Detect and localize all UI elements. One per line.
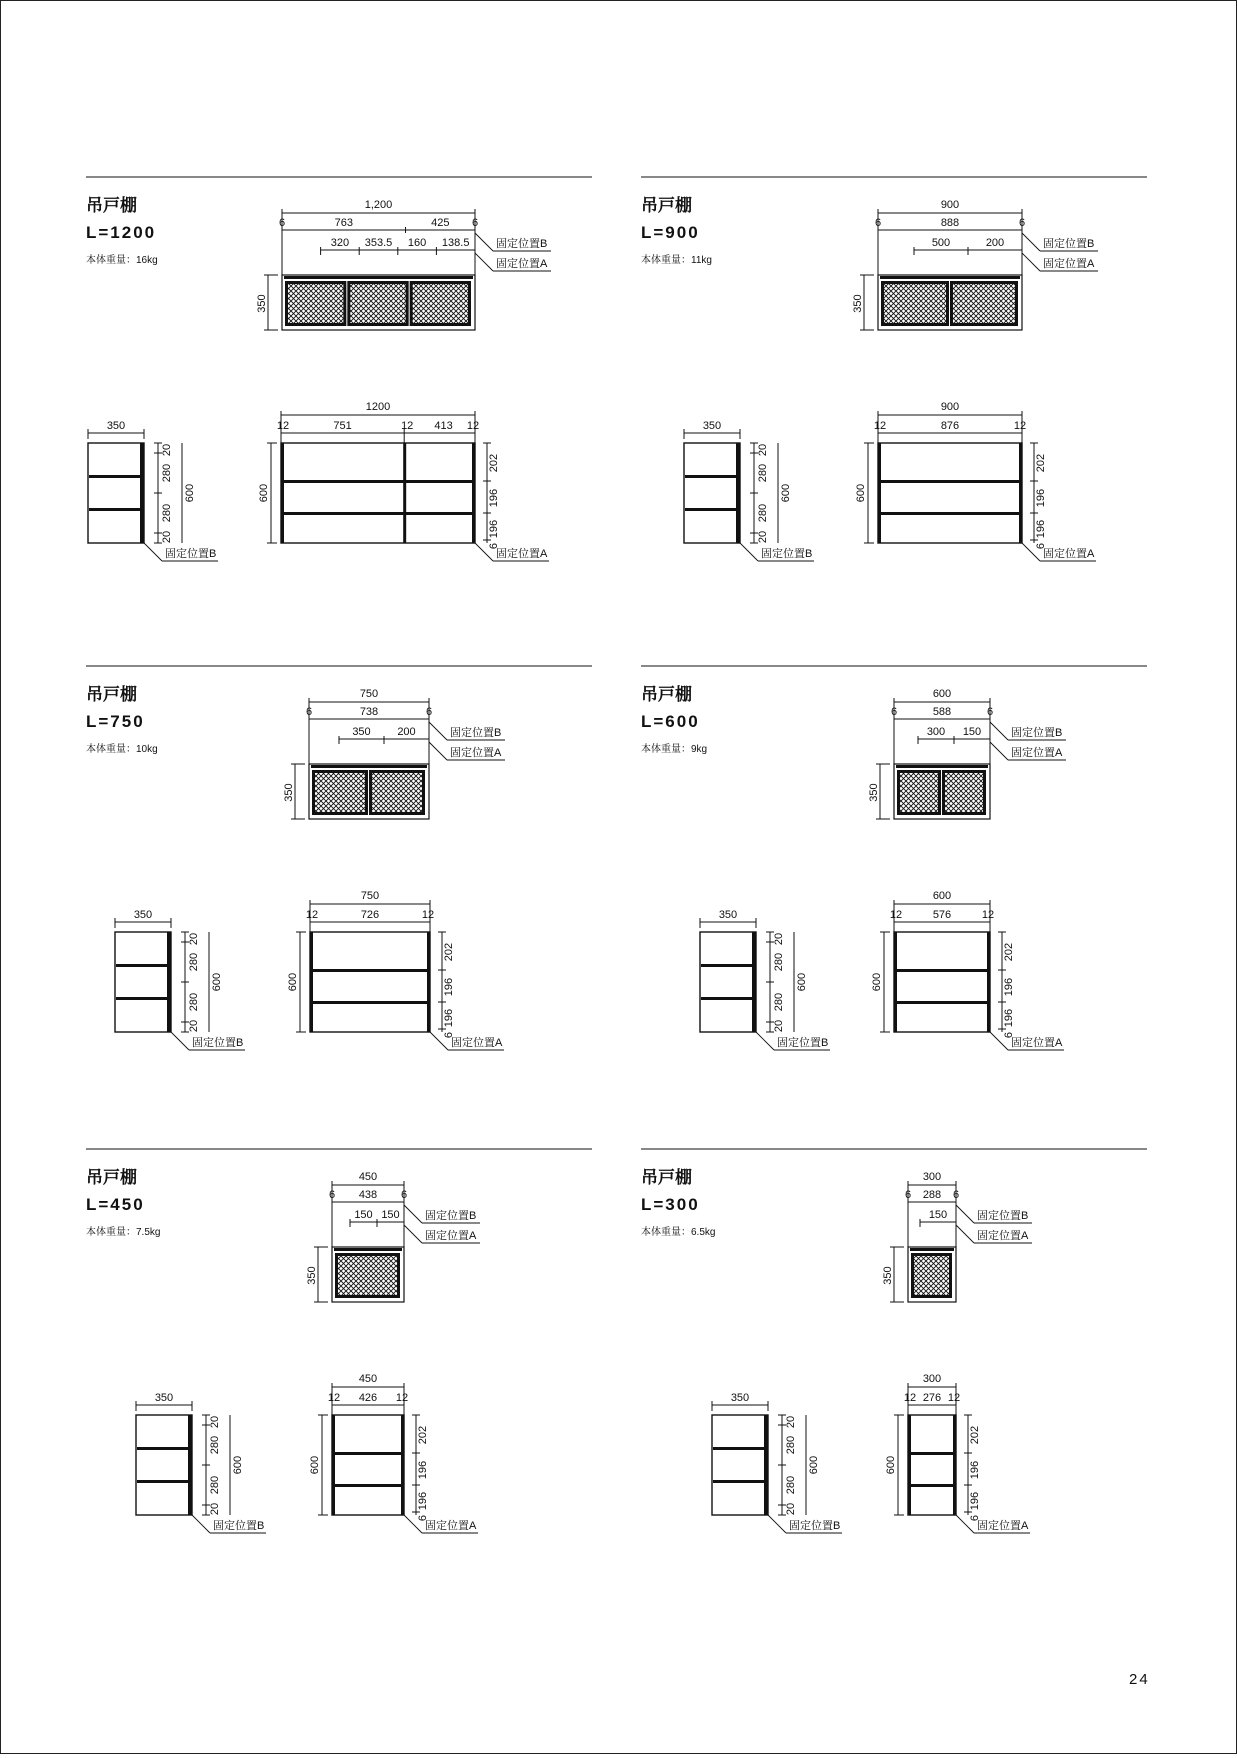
dimension-label: 288 bbox=[922, 1189, 942, 1201]
dimension-label: 12 bbox=[401, 420, 414, 432]
open-front-view bbox=[309, 1373, 478, 1533]
dimension-label: 350 bbox=[868, 783, 880, 802]
side-panel bbox=[987, 932, 990, 1032]
door-edge bbox=[167, 932, 171, 1032]
side-outline bbox=[88, 443, 144, 543]
product-title: 吊戸棚 bbox=[641, 685, 692, 704]
shelf-board bbox=[879, 480, 1021, 483]
carcass-outline bbox=[878, 443, 1022, 543]
product-model: L=750 bbox=[86, 712, 145, 731]
dimension-label: 600 bbox=[855, 483, 867, 503]
front-view bbox=[256, 199, 551, 330]
dimension-label: 751 bbox=[333, 420, 352, 432]
dimension-label: 425 bbox=[431, 217, 450, 229]
dimension-label: 6 bbox=[425, 706, 433, 718]
dimension-label: 280 bbox=[773, 992, 785, 1012]
dimension-label: 600 bbox=[184, 483, 196, 503]
mesh-door-panel bbox=[288, 284, 343, 323]
side-outline bbox=[712, 1415, 768, 1515]
product-weight: 本体重量：9kg bbox=[641, 744, 708, 755]
dimension-label: 20 bbox=[188, 932, 200, 946]
fix-position-a-label: 固定位置A bbox=[977, 1230, 1029, 1242]
mesh-door-panel bbox=[900, 773, 938, 812]
dimension-label: 280 bbox=[785, 1435, 797, 1455]
dimension-label: 12 bbox=[305, 909, 319, 921]
product-section bbox=[641, 666, 1147, 1050]
dimension-label: 12 bbox=[276, 420, 290, 432]
dimension-label: 196 bbox=[443, 977, 455, 997]
fix-position-a-label: 固定位置A bbox=[496, 258, 548, 270]
dimension-label: 12 bbox=[981, 909, 995, 921]
shelf-board bbox=[685, 475, 739, 478]
dimension-label: 280 bbox=[757, 463, 769, 483]
shelf-board bbox=[89, 475, 143, 478]
fix-position-b-label: 固定位置B bbox=[192, 1037, 244, 1049]
shelf-board bbox=[333, 1484, 403, 1487]
side-panel bbox=[908, 1415, 911, 1515]
dimension-label: 196 bbox=[969, 1460, 981, 1480]
dimension-label: 300 bbox=[926, 726, 946, 738]
dimension-label: 12 bbox=[395, 1392, 409, 1404]
dimension-label: 600 bbox=[287, 972, 299, 992]
shelf-board bbox=[895, 1001, 989, 1004]
side-outline bbox=[684, 443, 740, 543]
dimension-label: 350 bbox=[352, 726, 371, 738]
dimension-label: 20 bbox=[209, 1502, 221, 1516]
dimension-label: 600 bbox=[309, 1455, 321, 1475]
page-number: 24 bbox=[1129, 1671, 1150, 1688]
dimension-label: 202 bbox=[1035, 453, 1047, 473]
shelf-board bbox=[895, 969, 989, 972]
dimension-label: 888 bbox=[940, 217, 960, 229]
mesh-door-panel bbox=[338, 1256, 397, 1295]
product-model: L=1200 bbox=[86, 223, 157, 242]
product-section bbox=[86, 1149, 592, 1533]
side-panel bbox=[427, 932, 430, 1032]
dimension-label: 350 bbox=[718, 909, 738, 921]
dimension-label: 6 bbox=[417, 1514, 429, 1522]
fix-position-a-label: 固定位置A bbox=[1011, 747, 1063, 759]
shelf-board bbox=[909, 1452, 955, 1455]
dimension-label: 1,200 bbox=[364, 199, 393, 211]
dimension-label: 196 bbox=[1003, 977, 1015, 997]
dimension-label: 500 bbox=[931, 237, 951, 249]
front-view bbox=[306, 1171, 480, 1302]
dimension-label: 202 bbox=[969, 1425, 981, 1445]
shelf-board bbox=[116, 997, 170, 1000]
dimension-label: 280 bbox=[209, 1435, 221, 1455]
dimension-label: 202 bbox=[1003, 942, 1015, 962]
carcass-outline bbox=[894, 932, 990, 1032]
dimension-label: 196 bbox=[488, 519, 500, 539]
dimension-label: 280 bbox=[188, 992, 200, 1012]
dimension-label: 600 bbox=[932, 688, 952, 700]
dimension-label: 20 bbox=[785, 1502, 797, 1516]
fix-position-a-label: 固定位置A bbox=[1043, 548, 1095, 560]
dimension-label: 20 bbox=[161, 530, 173, 544]
shelf-board bbox=[282, 512, 474, 515]
dimension-label: 12 bbox=[873, 420, 887, 432]
fix-position-b-label: 固定位置B bbox=[425, 1210, 477, 1222]
side-outline bbox=[136, 1415, 192, 1515]
fix-position-b-label: 固定位置B bbox=[789, 1520, 841, 1532]
shelf-board bbox=[879, 512, 1021, 515]
fix-position-b-label: 固定位置B bbox=[1043, 238, 1095, 250]
side-view bbox=[700, 909, 830, 1050]
fix-position-b-label: 固定位置B bbox=[977, 1210, 1029, 1222]
shelf-board bbox=[137, 1480, 191, 1483]
dimension-label: 196 bbox=[443, 1008, 455, 1028]
product-weight: 本体重量：16kg bbox=[86, 255, 158, 266]
product-weight: 本体重量：6.5kg bbox=[641, 1227, 716, 1238]
dimension-label: 6 bbox=[890, 706, 898, 718]
carcass-outline bbox=[281, 443, 475, 543]
front-view bbox=[283, 688, 505, 819]
dimension-label: 150 bbox=[381, 1209, 400, 1221]
door-edge bbox=[140, 443, 144, 543]
fix-position-a-label: 固定位置A bbox=[1011, 1037, 1063, 1049]
dimension-label: 450 bbox=[358, 1373, 378, 1385]
fix-position-a-label: 固定位置A bbox=[451, 1037, 503, 1049]
dimension-label: 6 bbox=[305, 706, 313, 718]
dimension-label: 12 bbox=[903, 1392, 917, 1404]
fix-position-a-label: 固定位置A bbox=[977, 1520, 1029, 1532]
fix-position-a-label: 固定位置A bbox=[496, 548, 548, 560]
shelf-board bbox=[311, 1001, 429, 1004]
dimension-label: 280 bbox=[209, 1475, 221, 1495]
product-weight: 本体重量：11kg bbox=[641, 255, 712, 266]
dimension-label: 12 bbox=[1013, 420, 1027, 432]
dimension-label: 20 bbox=[757, 443, 769, 457]
dimension-label: 20 bbox=[209, 1415, 221, 1429]
dimension-label: 6 bbox=[471, 217, 479, 229]
dimension-label: 600 bbox=[232, 1455, 244, 1475]
dimension-label: 1200 bbox=[365, 401, 391, 413]
dimension-label: 413 bbox=[434, 420, 453, 432]
dimension-label: 350 bbox=[702, 420, 722, 432]
top-rail bbox=[334, 1248, 402, 1251]
dimension-label: 12 bbox=[421, 909, 435, 921]
top-rail bbox=[880, 276, 1020, 279]
open-front-view bbox=[885, 1373, 1030, 1533]
side-view bbox=[712, 1392, 842, 1533]
dimension-label: 876 bbox=[940, 420, 960, 432]
mesh-door-panel bbox=[884, 284, 946, 323]
dimension-label: 150 bbox=[354, 1209, 373, 1221]
side-panel bbox=[472, 443, 475, 543]
mesh-door-panel bbox=[315, 773, 365, 812]
fix-position-b-label: 固定位置B bbox=[165, 548, 217, 560]
mesh-door-panel bbox=[372, 773, 422, 812]
dimension-label: 350 bbox=[730, 1392, 750, 1404]
dimension-label: 280 bbox=[188, 952, 200, 972]
dimension-label: 6 bbox=[952, 1189, 960, 1201]
front-view bbox=[868, 688, 1066, 819]
shelf-board bbox=[685, 508, 739, 511]
dimension-label: 350 bbox=[106, 420, 126, 432]
dimension-label: 20 bbox=[757, 530, 769, 544]
dimension-label: 196 bbox=[417, 1491, 429, 1511]
side-outline bbox=[700, 932, 756, 1032]
dimension-label: 600 bbox=[780, 483, 792, 503]
dimension-label: 6 bbox=[969, 1514, 981, 1522]
dimension-label: 138.5 bbox=[441, 237, 470, 249]
side-panel bbox=[878, 443, 881, 543]
shelf-board bbox=[909, 1484, 955, 1487]
dimension-label: 900 bbox=[940, 199, 960, 211]
dimension-label: 6 bbox=[443, 1031, 455, 1039]
dimension-label: 726 bbox=[360, 909, 380, 921]
dimension-label: 738 bbox=[359, 706, 379, 718]
dimension-label: 150 bbox=[962, 726, 982, 738]
dimension-label: 350 bbox=[154, 1392, 174, 1404]
dimension-label: 12 bbox=[947, 1392, 961, 1404]
shelf-board bbox=[333, 1452, 403, 1455]
mesh-door-panel bbox=[350, 284, 405, 323]
product-model: L=900 bbox=[641, 223, 700, 242]
product-weight: 本体重量：7.5kg bbox=[86, 1227, 161, 1238]
product-section bbox=[86, 666, 592, 1050]
dimension-label: 196 bbox=[1035, 488, 1047, 508]
dimension-label: 6 bbox=[904, 1189, 912, 1201]
product-model: L=450 bbox=[86, 1195, 145, 1214]
open-front-view bbox=[871, 890, 1064, 1050]
product-title: 吊戸棚 bbox=[86, 1168, 137, 1187]
fix-position-b-label: 固定位置B bbox=[761, 548, 813, 560]
dimension-label: 280 bbox=[773, 952, 785, 972]
dimension-label: 6 bbox=[986, 706, 994, 718]
product-model: L=300 bbox=[641, 1195, 700, 1214]
product-title: 吊戸棚 bbox=[86, 685, 137, 704]
dimension-label: 350 bbox=[882, 1266, 894, 1285]
dimension-label: 200 bbox=[397, 726, 416, 738]
fix-position-b-label: 固定位置B bbox=[496, 238, 548, 250]
open-front-view bbox=[287, 890, 504, 1050]
dimension-label: 12 bbox=[327, 1392, 341, 1404]
mesh-door-panel bbox=[953, 284, 1015, 323]
carcass-outline bbox=[332, 1415, 404, 1515]
fix-position-b-label: 固定位置B bbox=[777, 1037, 829, 1049]
dimension-label: 196 bbox=[1003, 1008, 1015, 1028]
product-section bbox=[641, 177, 1147, 561]
open-front-view bbox=[258, 401, 549, 561]
dimension-label: 6 bbox=[1003, 1031, 1015, 1039]
dimension-label: 20 bbox=[785, 1415, 797, 1429]
side-view bbox=[115, 909, 245, 1050]
side-outline bbox=[115, 932, 171, 1032]
shelf-board bbox=[282, 480, 474, 483]
fix-position-a-label: 固定位置A bbox=[450, 747, 502, 759]
dimension-label: 276 bbox=[922, 1392, 942, 1404]
side-panel bbox=[894, 932, 897, 1032]
shelf-board bbox=[713, 1447, 767, 1450]
dimension-label: 6 bbox=[1018, 217, 1026, 229]
side-view bbox=[684, 420, 814, 561]
dimension-label: 350 bbox=[133, 909, 153, 921]
dimension-label: 763 bbox=[334, 217, 353, 229]
product-title: 吊戸棚 bbox=[641, 196, 692, 215]
top-rail bbox=[284, 276, 473, 279]
fix-position-b-label: 固定位置B bbox=[1011, 727, 1063, 739]
product-model: L=600 bbox=[641, 712, 700, 731]
dimension-label: 280 bbox=[785, 1475, 797, 1495]
top-rail bbox=[910, 1248, 954, 1251]
dimension-label: 750 bbox=[359, 688, 379, 700]
shelf-board bbox=[713, 1480, 767, 1483]
dimension-label: 20 bbox=[161, 443, 173, 457]
shelf-board bbox=[116, 964, 170, 967]
dimension-label: 150 bbox=[928, 1209, 948, 1221]
fix-position-b-label: 固定位置B bbox=[450, 727, 502, 739]
dimension-label: 6 bbox=[328, 1189, 336, 1201]
partition-panel bbox=[403, 443, 406, 543]
dimension-label: 600 bbox=[885, 1455, 897, 1475]
side-panel bbox=[953, 1415, 956, 1515]
dimension-label: 196 bbox=[969, 1491, 981, 1511]
shelf-board bbox=[137, 1447, 191, 1450]
fix-position-a-label: 固定位置A bbox=[425, 1520, 477, 1532]
door-edge bbox=[764, 1415, 768, 1515]
dimension-label: 350 bbox=[283, 783, 295, 802]
spec-sheet bbox=[1, 1, 1236, 1753]
dimension-label: 438 bbox=[358, 1189, 378, 1201]
dimension-label: 600 bbox=[932, 890, 952, 902]
dimension-label: 426 bbox=[358, 1392, 378, 1404]
dimension-label: 202 bbox=[417, 1425, 429, 1445]
dimension-label: 196 bbox=[417, 1460, 429, 1480]
dimension-label: 576 bbox=[932, 909, 952, 921]
side-panel bbox=[332, 1415, 335, 1515]
dimension-label: 160 bbox=[407, 237, 427, 249]
carcass-outline bbox=[310, 932, 430, 1032]
shelf-board bbox=[701, 997, 755, 1000]
dimension-label: 280 bbox=[757, 503, 769, 523]
product-section bbox=[86, 177, 592, 561]
shelf-board bbox=[311, 969, 429, 972]
door-edge bbox=[188, 1415, 192, 1515]
side-panel bbox=[310, 932, 313, 1032]
dimension-label: 353.5 bbox=[364, 237, 393, 249]
mesh-door-panel bbox=[945, 773, 983, 812]
side-panel bbox=[1019, 443, 1022, 543]
dimension-label: 600 bbox=[808, 1455, 820, 1475]
dimension-label: 12 bbox=[466, 420, 480, 432]
door-edge bbox=[752, 932, 756, 1032]
dimension-label: 196 bbox=[1035, 519, 1047, 539]
fix-position-a-label: 固定位置A bbox=[425, 1230, 477, 1242]
dimension-label: 900 bbox=[940, 401, 960, 413]
product-section bbox=[641, 1149, 1147, 1533]
dimension-label: 20 bbox=[188, 1019, 200, 1033]
side-panel bbox=[281, 443, 284, 543]
side-view bbox=[88, 420, 218, 561]
dimension-label: 600 bbox=[211, 972, 223, 992]
dimension-label: 350 bbox=[306, 1266, 318, 1285]
mesh-door-panel bbox=[413, 284, 468, 323]
dimension-label: 202 bbox=[488, 453, 500, 473]
dimension-label: 12 bbox=[889, 909, 903, 921]
dimension-label: 450 bbox=[358, 1171, 378, 1183]
dimension-label: 320 bbox=[330, 237, 350, 249]
fix-position-a-label: 固定位置A bbox=[1043, 258, 1095, 270]
dimension-label: 750 bbox=[360, 890, 380, 902]
dimension-label: 300 bbox=[922, 1171, 942, 1183]
side-panel bbox=[401, 1415, 404, 1515]
dimension-label: 6 bbox=[874, 217, 882, 229]
shelf-board bbox=[89, 508, 143, 511]
dimension-label: 20 bbox=[773, 1019, 785, 1033]
dimension-label: 280 bbox=[161, 463, 173, 483]
dimension-label: 600 bbox=[796, 972, 808, 992]
dimension-label: 6 bbox=[1035, 542, 1047, 550]
dimension-label: 6 bbox=[488, 542, 500, 550]
dimension-label: 6 bbox=[278, 217, 286, 229]
dimension-label: 300 bbox=[922, 1373, 942, 1385]
dimension-label: 6 bbox=[400, 1189, 408, 1201]
dimension-label: 350 bbox=[256, 294, 268, 313]
dimension-label: 588 bbox=[932, 706, 952, 718]
dimension-label: 196 bbox=[488, 488, 500, 508]
dimension-label: 600 bbox=[871, 972, 883, 992]
mesh-door-panel bbox=[914, 1256, 949, 1295]
product-weight: 本体重量：10kg bbox=[86, 744, 158, 755]
side-view bbox=[136, 1392, 266, 1533]
product-title: 吊戸棚 bbox=[86, 196, 137, 215]
product-title: 吊戸棚 bbox=[641, 1168, 692, 1187]
dimension-label: 600 bbox=[258, 483, 270, 503]
fix-position-b-label: 固定位置B bbox=[213, 1520, 265, 1532]
dimension-label: 350 bbox=[852, 294, 864, 313]
dimension-label: 200 bbox=[985, 237, 1005, 249]
dimension-label: 20 bbox=[773, 932, 785, 946]
open-front-view bbox=[855, 401, 1096, 561]
shelf-board bbox=[701, 964, 755, 967]
front-view bbox=[882, 1171, 1032, 1302]
dimension-label: 202 bbox=[443, 942, 455, 962]
dimension-label: 280 bbox=[161, 503, 173, 523]
top-rail bbox=[896, 765, 988, 768]
door-edge bbox=[736, 443, 740, 543]
carcass-outline bbox=[908, 1415, 956, 1515]
front-view bbox=[852, 199, 1098, 330]
top-rail bbox=[311, 765, 427, 768]
